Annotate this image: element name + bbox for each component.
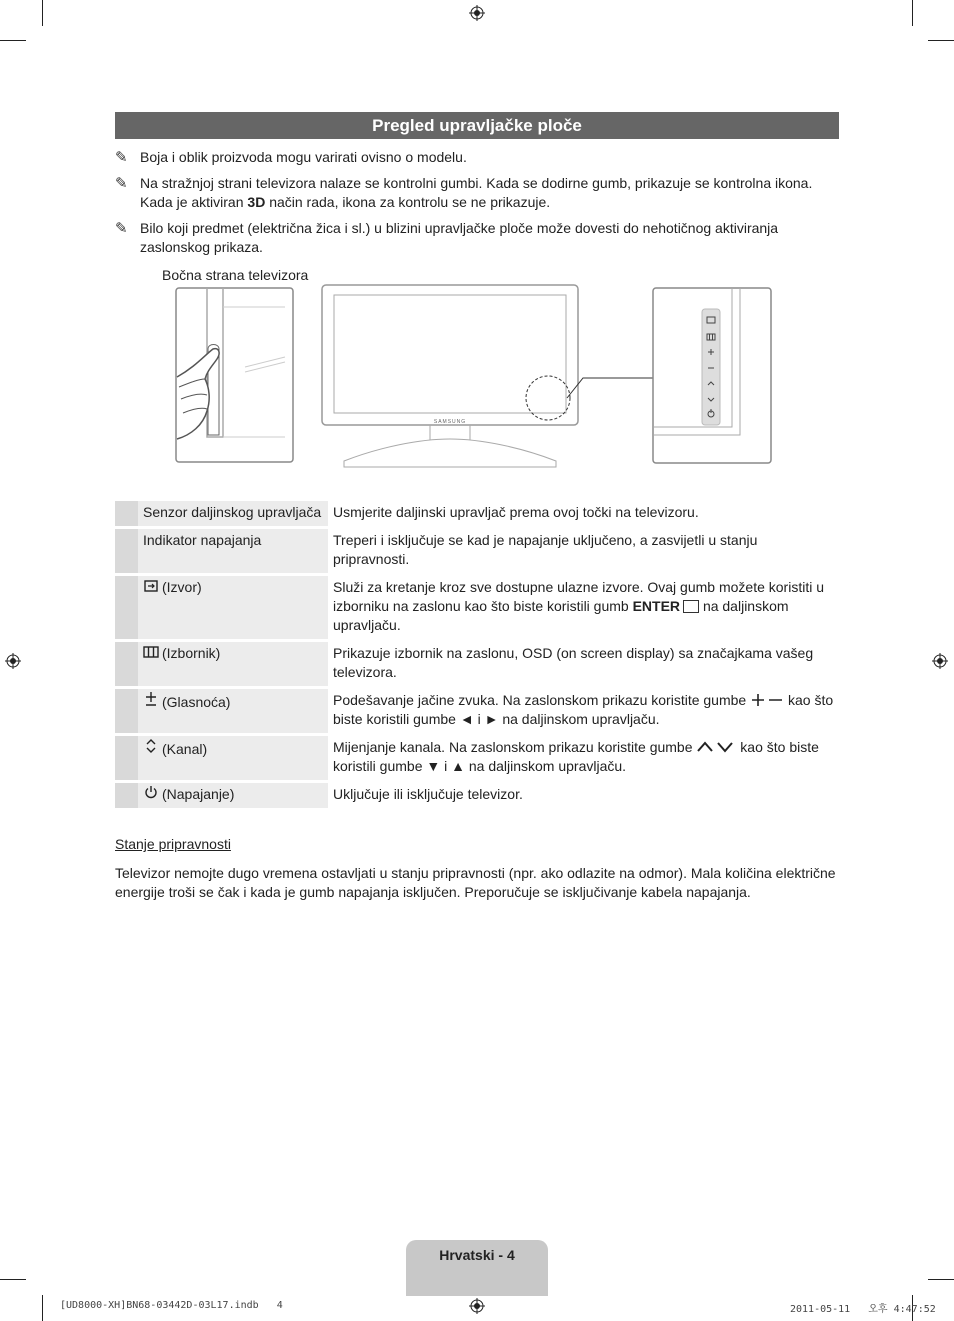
standby-paragraph: Televizor nemojte dugo vremena ostavljati u stanju pripravnosti (npr. ako odlazite na odmor). Mala količina električne energije troši se čak i kada je gumb napajanja isključen. Preporučuje se isključivanje kabela napajanja. — [115, 865, 836, 900]
control-description: Prikazuje izbornik na zaslonu, OSD (on screen display) sa značajkama vašeg televizora. — [328, 642, 839, 686]
crop-mark — [42, 1295, 43, 1321]
control-name: (Napajanje) — [162, 786, 235, 802]
source-icon — [143, 578, 159, 597]
note — [115, 148, 839, 167]
description-text: Služi za kretanje kroz sve dostupne ulazne izvore. Ovaj gumb možete koristiti u izborniku na zaslonu kao što biste koristili gumb — [333, 579, 825, 614]
tv-side-view-illustration — [175, 287, 295, 465]
up-down-chevrons-icon — [696, 739, 736, 755]
control-description: Usmjerite daljinski upravljač prema ovoj točki na televizoru. — [328, 501, 839, 526]
control-description — [328, 689, 839, 733]
description-text: Mijenjanje kanala. Na zaslonskom prikazu koristite gumbe — [333, 739, 693, 755]
control-name: (Izbornik) — [162, 645, 221, 661]
row-marker — [115, 529, 138, 573]
pencil-note-icon: ✎ — [115, 175, 128, 192]
standby-heading: Stanje pripravnosti — [115, 836, 231, 852]
control-description: Treperi i isključuje se kad je napajanje uključeno, a zasvijetli u stanju pripravnosti. — [328, 529, 839, 573]
callout-line — [565, 370, 655, 400]
description-text: kao što biste koristili gumbe ◄ i ► na daljinskom upravljaču. — [333, 692, 834, 727]
brand-logo: SAMSUNG — [433, 419, 467, 425]
plus-minus-icon — [750, 692, 784, 708]
registration-mark-icon — [932, 653, 948, 669]
control-name-cell — [138, 576, 328, 639]
side-view-label: Bočna strana televizora — [162, 267, 309, 283]
control-name-cell — [138, 642, 328, 686]
registration-mark-icon — [469, 1298, 485, 1314]
crop-mark — [928, 40, 954, 41]
pencil-note-icon: ✎ — [115, 220, 128, 237]
table-row — [115, 689, 839, 733]
control-name: (Glasnoća) — [162, 694, 231, 710]
control-description — [328, 736, 839, 780]
crop-mark — [0, 40, 26, 41]
control-name-cell — [138, 736, 328, 780]
channel-icon — [143, 738, 159, 759]
row-marker — [115, 689, 138, 733]
control-table — [115, 498, 839, 811]
volume-icon — [143, 691, 159, 712]
table-row — [115, 576, 839, 639]
table-row — [115, 529, 839, 573]
section-title: Pregled upravljačke ploče — [115, 112, 839, 139]
description-text: Podešavanje jačine zvuka. Na zaslonskom prikazu koristite gumbe — [333, 692, 747, 708]
print-file-info: [UD8000-XH]BN68-03442D-03L17.indb 4 — [60, 1300, 283, 1311]
note — [115, 219, 839, 257]
page-number-tab: Hrvatski - 4 — [406, 1240, 548, 1296]
table-row — [115, 642, 839, 686]
power-icon — [143, 785, 159, 804]
note-text: Na stražnjoj strani televizora nalaze se kontrolni gumbi. Kada se dodirne gumb, prikazuje se kontrolna ikona. Kada je aktiviran 3D način rada, ikona za kontrolu se ne prikazuje. — [140, 175, 813, 210]
control-name-cell — [138, 783, 328, 808]
row-marker — [115, 501, 138, 526]
note — [115, 174, 839, 212]
table-row — [115, 736, 839, 780]
enter-button-label: ENTER — [632, 598, 681, 614]
enter-icon — [683, 600, 699, 613]
control-name: Senzor daljinskog upravljača — [138, 501, 328, 526]
row-marker — [115, 783, 138, 808]
table-row — [115, 783, 839, 808]
control-name: (Izvor) — [162, 579, 202, 595]
menu-icon — [143, 644, 159, 663]
row-marker — [115, 576, 138, 639]
control-name-cell — [138, 689, 328, 733]
control-panel-closeup-illustration — [652, 287, 773, 466]
crop-mark — [42, 0, 43, 26]
description-text: na daljinskom upravljaču. — [333, 598, 789, 633]
crop-mark — [912, 0, 913, 26]
registration-mark-icon — [5, 653, 21, 669]
tv-front-illustration — [320, 283, 582, 471]
pencil-note-icon: ✎ — [115, 149, 128, 166]
description-text: kao što biste koristili gumbe ▼ i ▲ na daljinskom upravljaču. — [333, 739, 819, 774]
control-name: (Kanal) — [162, 741, 208, 757]
crop-mark — [928, 1279, 954, 1280]
control-description: Uključuje ili isključuje televizor. — [328, 783, 839, 808]
control-name: Indikator napajanja — [138, 529, 328, 573]
note-text: Bilo koji predmet (električna žica i sl.) u blizini upravljačke ploče može dovesti do nehotičnog aktiviranja zaslonskog prikaza. — [140, 220, 779, 255]
row-marker — [115, 642, 138, 686]
row-marker — [115, 736, 138, 780]
registration-mark-icon — [469, 5, 485, 21]
print-timestamp: 2011-05-11 오후 4:47:52 — [790, 1304, 936, 1315]
control-description — [328, 576, 839, 639]
note-text: Boja i oblik proizvoda mogu varirati ovisno o modelu. — [140, 149, 467, 165]
crop-mark — [0, 1279, 26, 1280]
table-row — [115, 501, 839, 526]
